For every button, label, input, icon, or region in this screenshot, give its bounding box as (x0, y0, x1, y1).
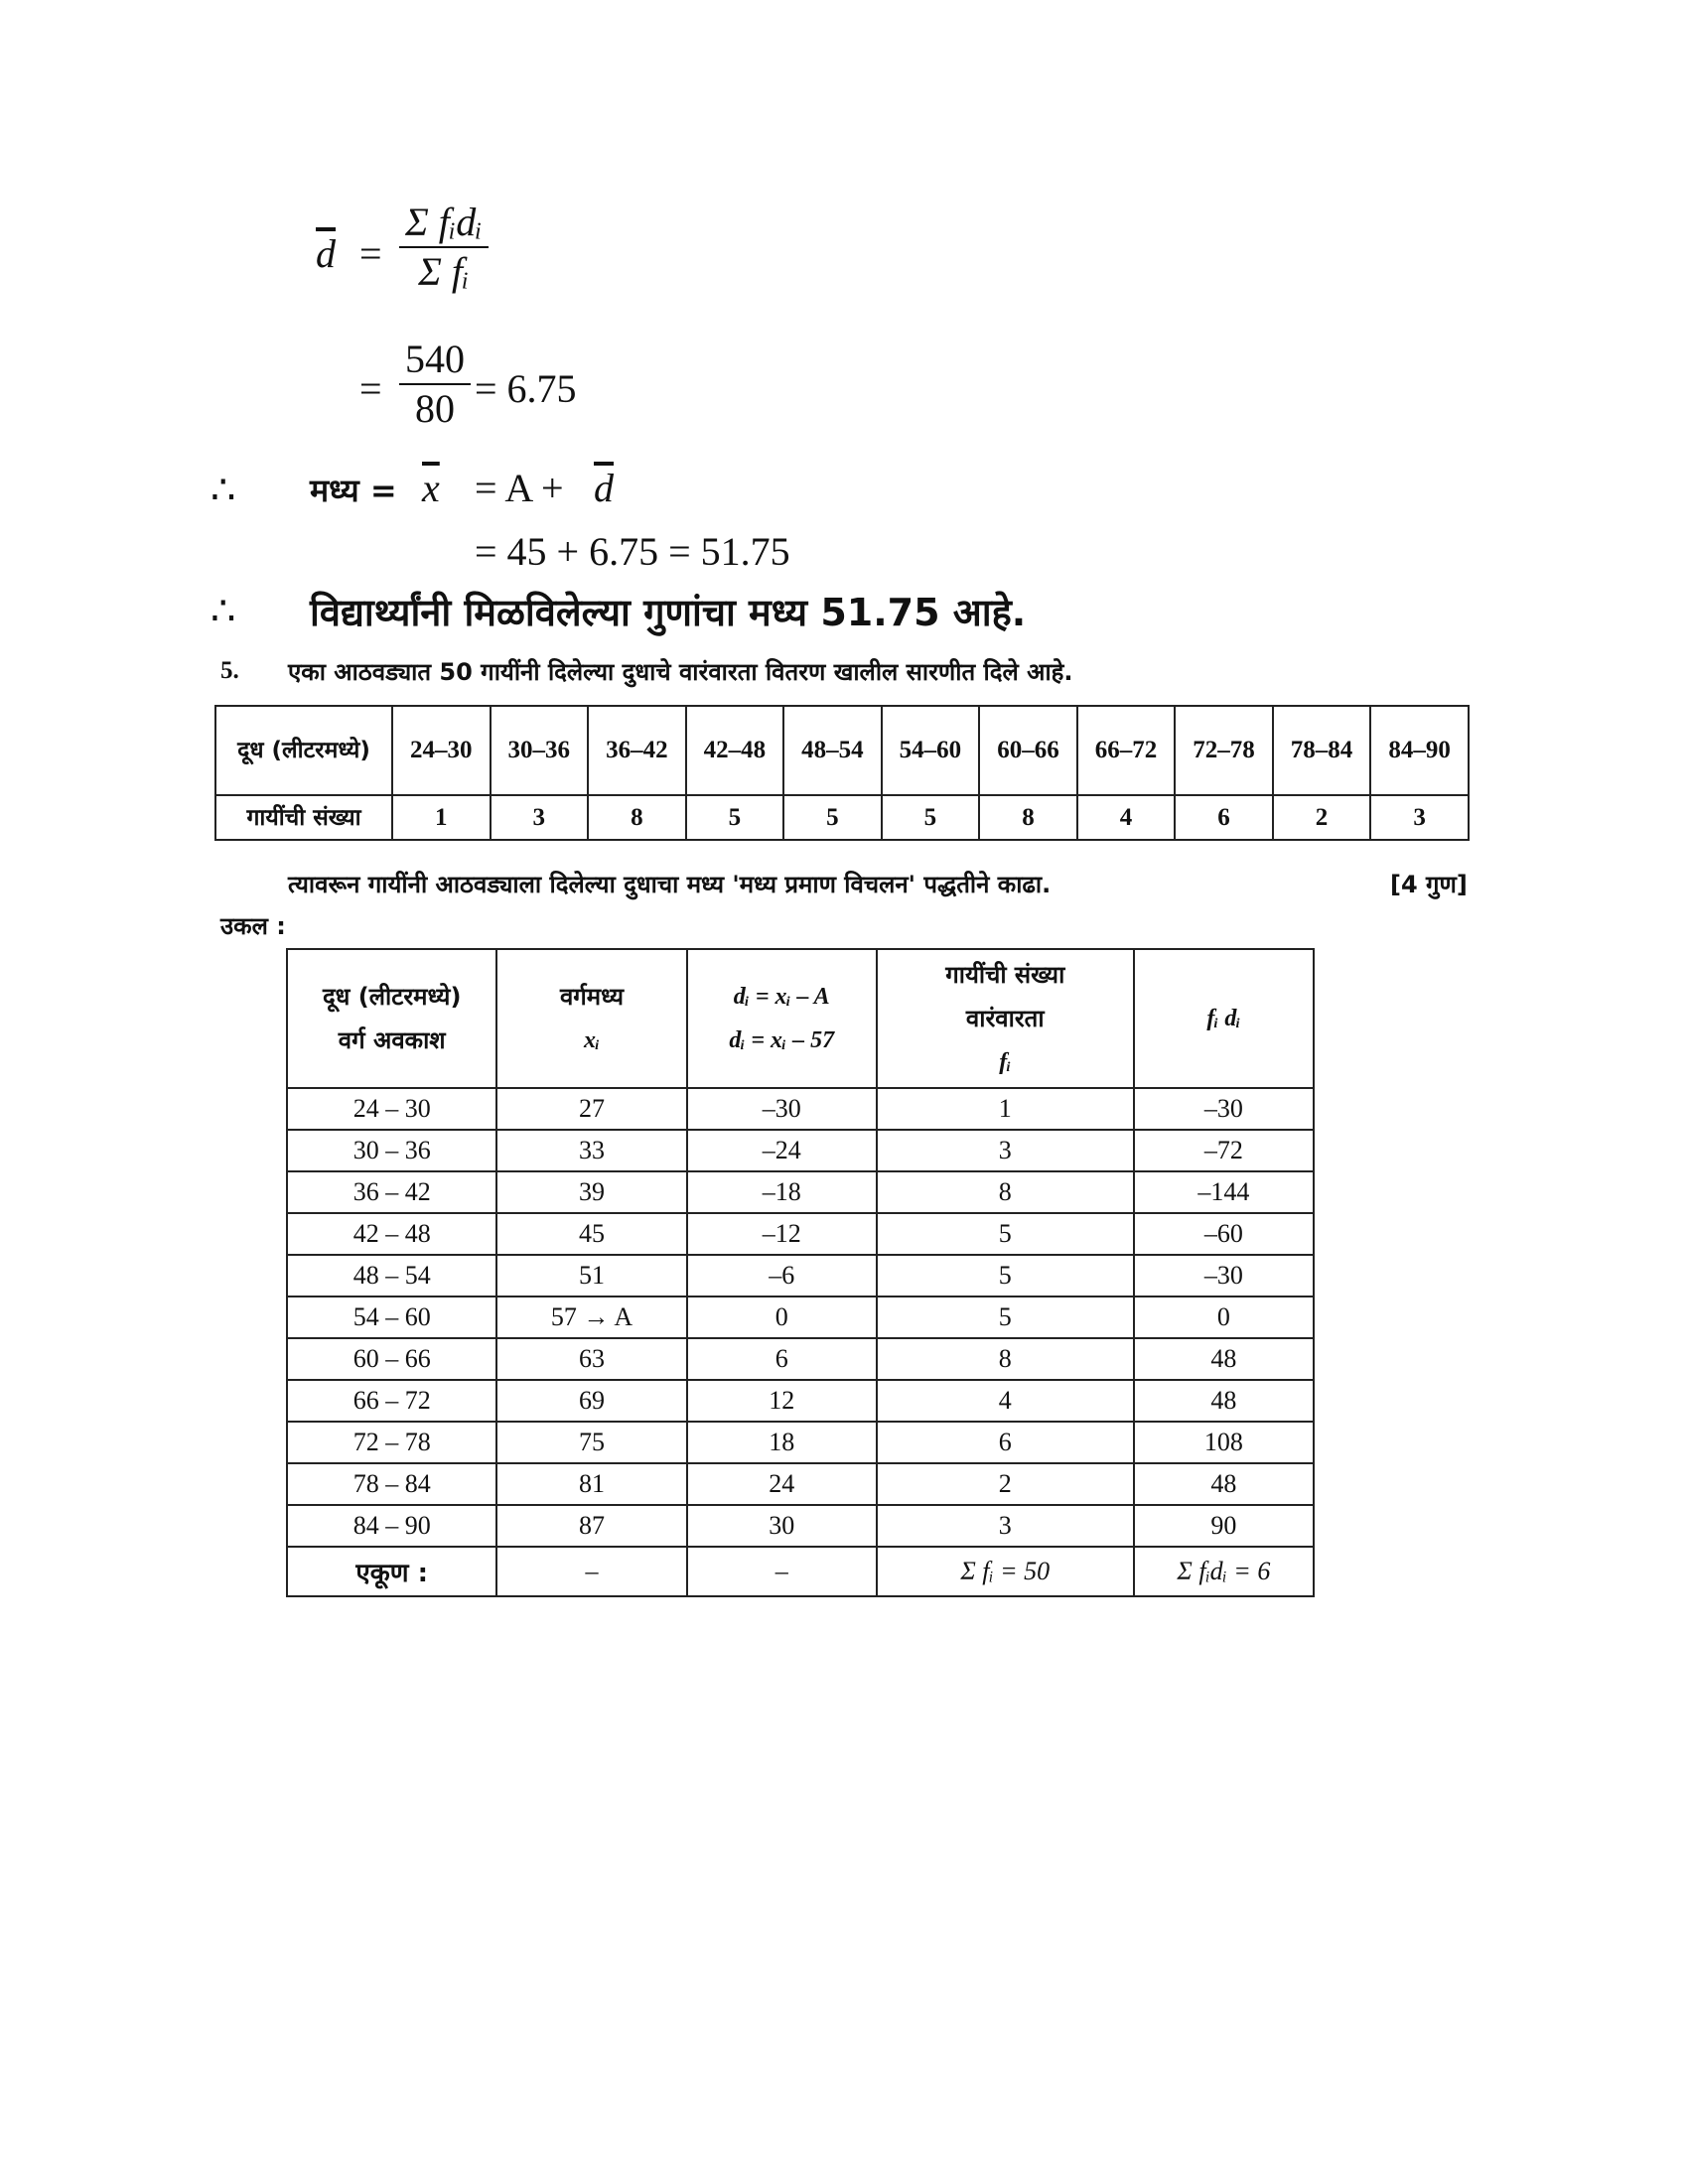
marks-label: [4 गुण] (1390, 871, 1468, 898)
d-bar-symbol-2: $\overline{d}$ (594, 466, 614, 510)
table-row (287, 1171, 1314, 1213)
cows-header-cell: गायींची संख्या (215, 795, 392, 840)
class-interval-cell: 36 – 42 (287, 1171, 496, 1213)
total-x: – (496, 1547, 686, 1596)
count-cell: 5 (686, 795, 784, 840)
class-cell: 24–30 (392, 706, 491, 795)
count-cell: 8 (588, 795, 686, 840)
equals-sign-2: = (359, 366, 382, 411)
header-class-interval (287, 949, 496, 1088)
count-cell: 8 (979, 795, 1077, 840)
class-mark-cell: 27 (496, 1088, 686, 1130)
deviation-cell: 24 (687, 1463, 877, 1505)
x-bar-symbol: $\overline{x}$ (422, 466, 440, 510)
frequency-cell: 3 (877, 1130, 1134, 1171)
mean-label: मध्य = (310, 472, 397, 509)
class-mark-cell: 39 (496, 1171, 686, 1213)
header-row (287, 949, 1314, 1088)
class-interval-cell: 48 – 54 (287, 1255, 496, 1297)
class-row (215, 706, 1469, 795)
result-6-75: = 6.75 (475, 366, 577, 411)
fd-cell: –144 (1134, 1171, 1314, 1213)
table-row (287, 1380, 1314, 1422)
fraction-540-over-80 (399, 336, 471, 433)
count-cell: 6 (1175, 795, 1273, 840)
numerator-540: 540 (405, 337, 465, 381)
table-row (287, 1505, 1314, 1547)
frequency-cell: 2 (877, 1463, 1134, 1505)
class-interval-cell: 30 – 36 (287, 1130, 496, 1171)
fd-cell: –60 (1134, 1213, 1314, 1255)
mean-value-line: = 45 + 6.75 = 51.75 (475, 529, 790, 574)
header-line: वर्गमध्य (559, 983, 625, 1011)
frequency-cell: 1 (877, 1088, 1134, 1130)
header-line: dᵢ = xᵢ – 57 (729, 1027, 835, 1053)
fd-cell: 48 (1134, 1380, 1314, 1422)
frequency-cell: 5 (877, 1297, 1134, 1338)
count-cell: 1 (392, 795, 491, 840)
solution-table (286, 948, 1315, 1597)
deviation-cell: 6 (687, 1338, 877, 1380)
header-class-mark (496, 949, 686, 1088)
question-instruction: त्यावरून गायींनी आठवड्याला दिलेल्या दुधाचा मध्य 'मध्य प्रमाण विचलन' पद्धतीने काढा. (288, 871, 1052, 898)
frequency-cell: 5 (877, 1255, 1134, 1297)
header-fd: fᵢ dᵢ (1134, 949, 1314, 1088)
total-d: – (687, 1547, 877, 1596)
milk-header-cell: दूध (लीटरमध्ये) (215, 706, 392, 795)
total-label: एकूण : (287, 1547, 496, 1596)
solution-rows (287, 1088, 1314, 1547)
frequency-cell: 5 (877, 1213, 1134, 1255)
class-mark-cell: 57 → A (496, 1297, 686, 1338)
fd-cell: –30 (1134, 1088, 1314, 1130)
header-line: गायींची संख्या (945, 961, 1065, 989)
fd-cell: 48 (1134, 1338, 1314, 1380)
class-mark-cell: 75 (496, 1422, 686, 1463)
class-interval-cell: 72 – 78 (287, 1422, 496, 1463)
class-cell: 54–60 (882, 706, 980, 795)
class-cell: 60–66 (979, 706, 1077, 795)
class-cell: 84–90 (1370, 706, 1469, 795)
count-cell: 3 (491, 795, 589, 840)
table-row (287, 1255, 1314, 1297)
class-cell: 48–54 (783, 706, 882, 795)
table-row (287, 1130, 1314, 1171)
count-cell: 3 (1370, 795, 1469, 840)
numerator: Σ fᵢdᵢ (405, 200, 483, 244)
class-mark-cell: 45 (496, 1213, 686, 1255)
count-cell: 4 (1077, 795, 1176, 840)
table-row (287, 1338, 1314, 1380)
header-deviation (687, 949, 877, 1088)
header-line: वर्ग अवकाश (338, 1026, 446, 1054)
class-interval-cell: 54 – 60 (287, 1297, 496, 1338)
count-cell: 5 (882, 795, 980, 840)
class-interval-cell: 78 – 84 (287, 1463, 496, 1505)
header-line: दूध (लीटरमध्ये) (322, 983, 462, 1011)
deviation-cell: –12 (687, 1213, 877, 1255)
deviation-cell: –6 (687, 1255, 877, 1297)
header-line: xᵢ (584, 1027, 601, 1053)
header-line: dᵢ = xᵢ – A (733, 984, 830, 1010)
therefore-symbol-2: ∴ (211, 589, 236, 633)
frequency-distribution-table (214, 705, 1470, 841)
class-mark-cell: 63 (496, 1338, 686, 1380)
class-cell: 78–84 (1273, 706, 1371, 795)
class-mark-cell: 69 (496, 1380, 686, 1422)
class-mark-cell: 81 (496, 1463, 686, 1505)
fd-cell: –30 (1134, 1255, 1314, 1297)
class-cell: 30–36 (491, 706, 589, 795)
total-row (287, 1547, 1314, 1596)
class-interval-cell: 84 – 90 (287, 1505, 496, 1547)
solution-label: उकल : (220, 912, 286, 940)
class-cell: 36–42 (588, 706, 686, 795)
class-interval-cell: 42 – 48 (287, 1213, 496, 1255)
deviation-cell: 30 (687, 1505, 877, 1547)
frequency-cell: 4 (877, 1380, 1134, 1422)
deviation-cell: 18 (687, 1422, 877, 1463)
equals-sign: = (359, 231, 382, 276)
fd-cell: 90 (1134, 1505, 1314, 1547)
count-cell: 2 (1273, 795, 1371, 840)
header-line: वारंवारता (965, 1005, 1045, 1032)
class-interval-cell: 24 – 30 (287, 1088, 496, 1130)
class-cell: 72–78 (1175, 706, 1273, 795)
mean-expression: = A + (475, 466, 564, 510)
table-row (287, 1297, 1314, 1338)
fraction-sum-fd-over-sum-f (399, 199, 489, 296)
question-text: एका आठवड्यात 50 गायींनी दिलेल्या दुधाचे वारंवारता वितरण खालील सारणीत दिले आहे. (288, 658, 1073, 686)
count-cell: 5 (783, 795, 882, 840)
total-f: Σ fᵢ = 50 (877, 1547, 1134, 1596)
frequency-cell: 8 (877, 1171, 1134, 1213)
class-mark-cell: 33 (496, 1130, 686, 1171)
deviation-cell: 12 (687, 1380, 877, 1422)
fd-cell: –72 (1134, 1130, 1314, 1171)
frequency-cell: 8 (877, 1338, 1134, 1380)
table-row (287, 1088, 1314, 1130)
class-cell: 66–72 (1077, 706, 1176, 795)
fd-cell: 48 (1134, 1463, 1314, 1505)
d-bar-symbol: $\overline{d}$ (316, 231, 336, 276)
conclusion-statement: विद्यार्थ्यांनी मिळविलेल्या गुणांचा मध्य 51.75 आहे. (310, 591, 1027, 634)
deviation-cell: 0 (687, 1297, 877, 1338)
class-cell: 42–48 (686, 706, 784, 795)
total-fd: Σ fᵢdᵢ = 6 (1134, 1547, 1314, 1596)
deviation-cell: –18 (687, 1171, 877, 1213)
class-mark-cell: 51 (496, 1255, 686, 1297)
table-row (287, 1213, 1314, 1255)
denominator-80: 80 (415, 386, 455, 431)
frequency-cell: 3 (877, 1505, 1134, 1547)
denominator: Σ fᵢ (418, 249, 470, 294)
table-row (287, 1422, 1314, 1463)
fd-cell: 0 (1134, 1297, 1314, 1338)
fd-cell: 108 (1134, 1422, 1314, 1463)
therefore-symbol: ∴ (211, 468, 236, 512)
deviation-cell: –24 (687, 1130, 877, 1171)
deviation-cell: –30 (687, 1088, 877, 1130)
class-mark-cell: 87 (496, 1505, 686, 1547)
header-line: fᵢ (999, 1049, 1012, 1075)
count-row (215, 795, 1469, 840)
frequency-cell: 6 (877, 1422, 1134, 1463)
header-frequency (877, 949, 1134, 1088)
class-interval-cell: 60 – 66 (287, 1338, 496, 1380)
table-row (287, 1463, 1314, 1505)
class-interval-cell: 66 – 72 (287, 1380, 496, 1422)
question-number: 5. (220, 657, 239, 684)
